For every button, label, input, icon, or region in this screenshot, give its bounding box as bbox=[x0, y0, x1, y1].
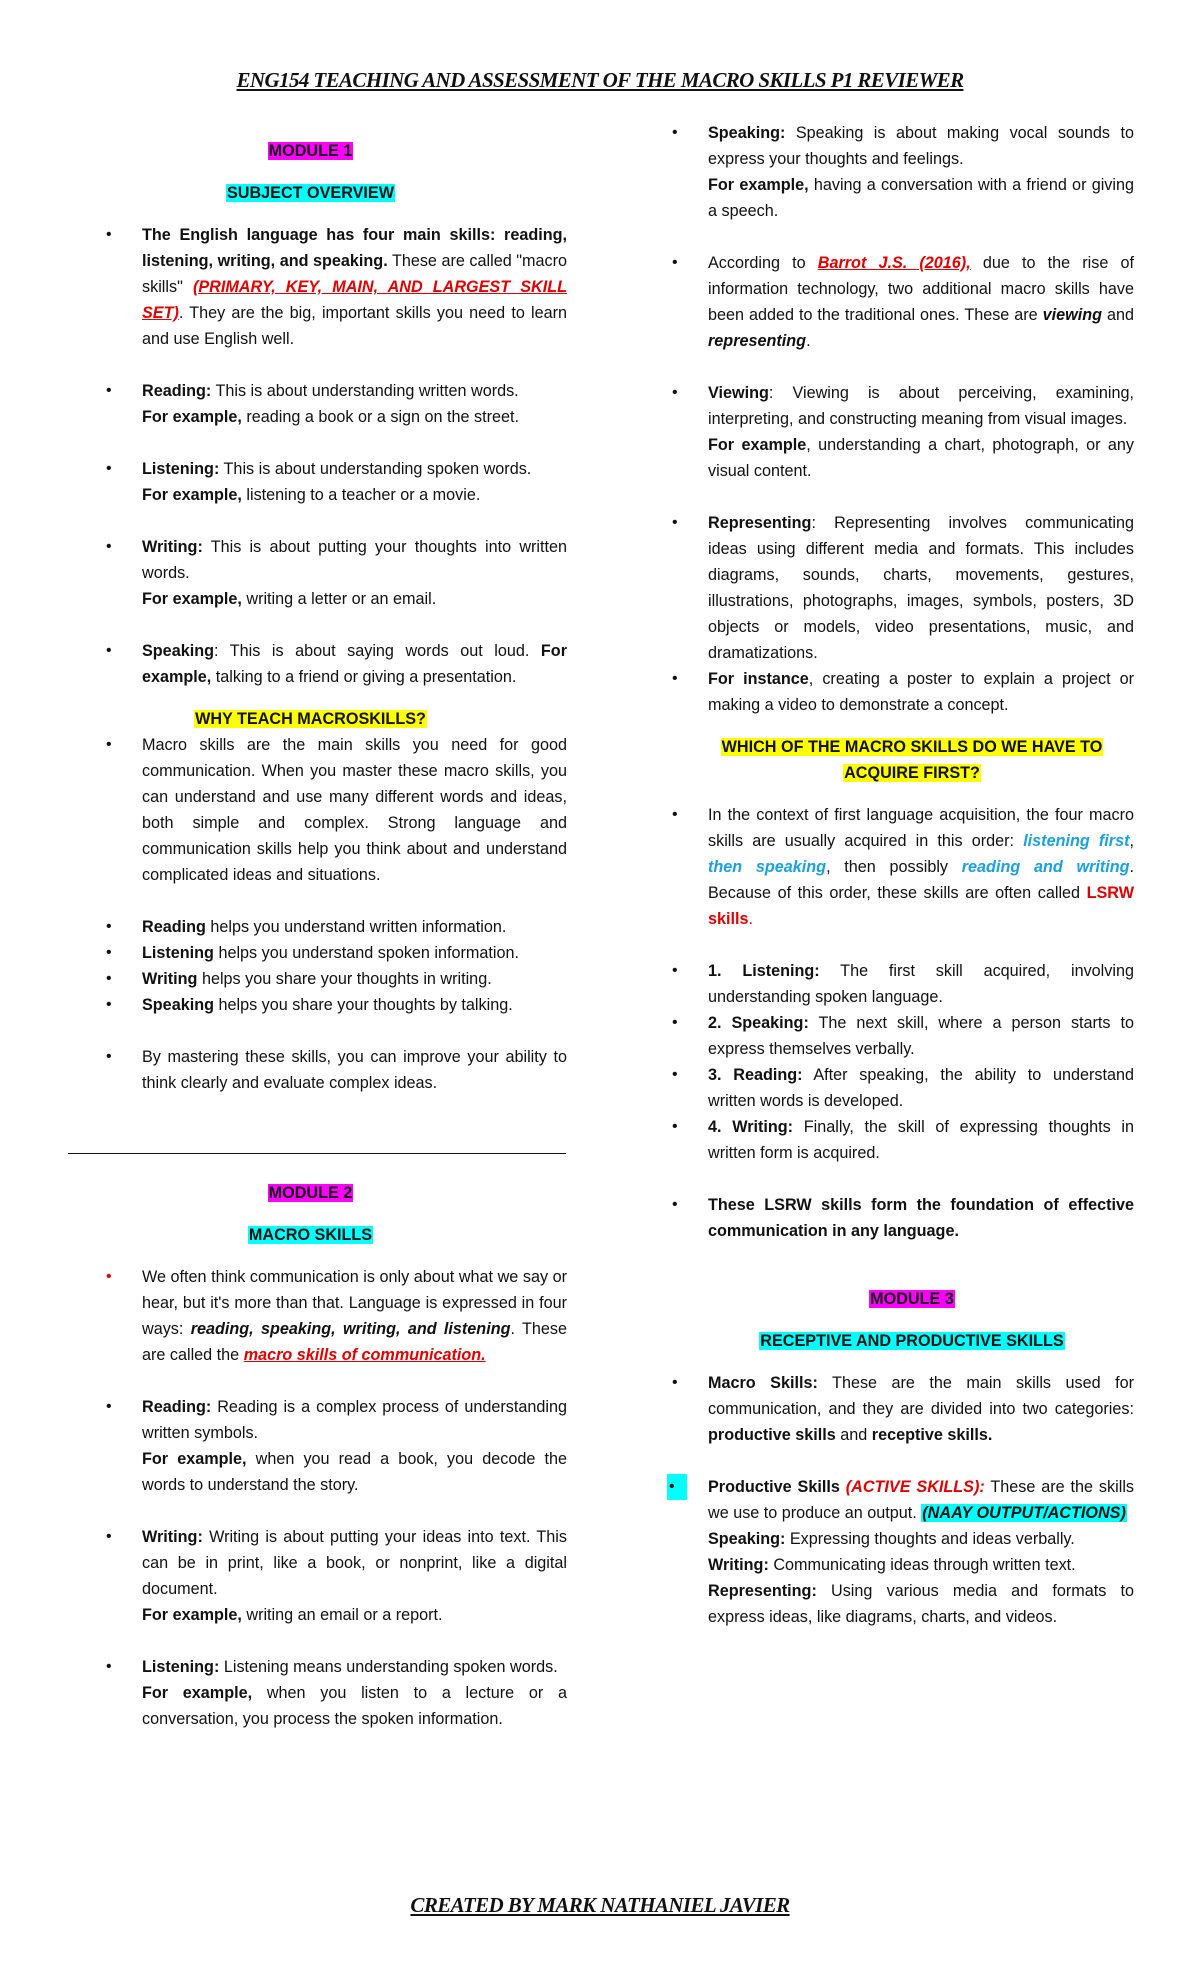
acquire-first-heading-2: ACQUIRE FIRST? bbox=[844, 764, 980, 782]
left-column bbox=[104, 138, 567, 1732]
list-item: • In the context of first language acquisition, the four macro skills are usually acquired in this order: listening first, then speaking, then possibly reading and writing. Because of this order, these skills are often called LSRW skills. bbox=[670, 802, 1134, 932]
list-item: • For instance, creating a poster to explain a project or making a video to demonstrate a concept. bbox=[670, 666, 1134, 718]
list-item: • Viewing: Viewing is about perceiving, examining, interpreting, and constructing meaning from visual images. For example, understanding a chart, photograph, or any visual content. bbox=[670, 380, 1134, 484]
list-item: • These LSRW skills form the foundation of effective communication in any language. bbox=[670, 1192, 1134, 1244]
list-item: • Representing: Representing involves communicating ideas using different media and formats. This includes diagrams, sounds, charts, movements, gestures, illustrations, photographs, images, symbols, posters, 3D objects or models, video presentations, music, and dramatizations. bbox=[670, 510, 1134, 666]
list-item: • Listening: Listening means understanding spoken words. For example, when you listen to a lecture or a conversation, you process the spoken information. bbox=[104, 1654, 567, 1732]
document-title: ENG154 TEACHING AND ASSESSMENT OF THE MACRO SKILLS P1 REVIEWER bbox=[236, 68, 964, 92]
module-1-label: MODULE 1 bbox=[268, 142, 353, 160]
list-item: • Speaking helps you share your thoughts by talking. bbox=[104, 992, 567, 1018]
list-item: • The English language has four main skills: reading, listening, writing, and speaking. These are called "macro skills" (PRIMARY, KEY, MAIN, AND LARGEST SKILL SET). They are the big, important skills you need to learn and use English well. bbox=[104, 222, 567, 352]
list-item: • Listening helps you understand spoken information. bbox=[104, 940, 567, 966]
list-item: • Macro Skills: These are the main skills used for communication, and they are divided into two categories: productive skills and receptive skills. bbox=[670, 1370, 1134, 1448]
list-item: • Writing: Writing is about putting your ideas into text. This can be in print, like a book, or nonprint, like a digital document. For example, writing an email or a report. bbox=[104, 1524, 567, 1628]
list-item: • Reading: Reading is a complex process of understanding written symbols. For example, when you read a book, you decode the words to understand the story. bbox=[104, 1394, 567, 1498]
module-1-list bbox=[104, 222, 567, 690]
right-column bbox=[670, 120, 1134, 1630]
list-item: • Speaking: Speaking is about making vocal sounds to express your thoughts and feelings. For example, having a conversation with a friend or giving a speech. bbox=[670, 120, 1134, 224]
module-2-list bbox=[104, 1264, 567, 1732]
list-item: • Writing: This is about putting your thoughts into written words. For example, writing a letter or an email. bbox=[104, 534, 567, 612]
section-divider bbox=[68, 1153, 566, 1154]
list-item: • Writing helps you share your thoughts in writing. bbox=[104, 966, 567, 992]
list-item: • According to Barrot J.S. (2016), due to the rise of information technology, two additional macro skills have been added to the traditional ones. These are viewing and representing. bbox=[670, 250, 1134, 354]
list-item: • Macro skills are the main skills you need for good communication. When you master these macro skills, you can understand and use many different words and ideas, both simple and complex. Strong language and communication skills help you think about and understand complicated ideas and situations. bbox=[104, 732, 567, 888]
list-item: • Reading helps you understand written information. bbox=[104, 914, 567, 940]
list-item: • Productive Skills (ACTIVE SKILLS): These are the skills we use to produce an output. (NAAY OUTPUT/ACTIONS) Speaking: Expressing thoughts and ideas verbally. Writing: Communicating ideas through written text. Representing: Using various media and formats to express ideas, like diagrams, charts, and videos. bbox=[670, 1474, 1134, 1630]
why-teach-heading: WHY TEACH MACROSKILLS? bbox=[195, 710, 426, 728]
list-item: • 4. Writing: Finally, the skill of expressing thoughts in written form is acquired. bbox=[670, 1114, 1134, 1166]
module-3-label: MODULE 3 bbox=[870, 1290, 954, 1308]
document-footer: CREATED BY MARK NATHANIEL JAVIER bbox=[410, 1893, 790, 1917]
list-item: • By mastering these skills, you can improve your ability to think clearly and evaluate complex ideas. bbox=[104, 1044, 567, 1096]
subject-overview-heading: SUBJECT OVERVIEW bbox=[226, 184, 394, 202]
list-item: • 1. Listening: The first skill acquired, involving understanding spoken language. bbox=[670, 958, 1134, 1010]
module-2-label: MODULE 2 bbox=[268, 1184, 353, 1202]
list-item: • Speaking: This is about saying words out loud. For example, talking to a friend or giving a presentation. bbox=[104, 638, 567, 690]
list-item: • 3. Reading: After speaking, the ability to understand written words is developed. bbox=[670, 1062, 1134, 1114]
list-item: • Listening: This is about understanding spoken words. For example, listening to a teacher or a movie. bbox=[104, 456, 567, 508]
macro-skills-heading: MACRO SKILLS bbox=[248, 1226, 373, 1244]
receptive-productive-heading: RECEPTIVE AND PRODUCTIVE SKILLS bbox=[760, 1332, 1064, 1350]
list-item: • We often think communication is only about what we say or hear, but it's more than that. Language is expressed in four ways: reading, speaking, writing, and listening. These are called the macro skills of communication. bbox=[104, 1264, 567, 1368]
module-3-list bbox=[670, 1370, 1134, 1630]
list-item: • Reading: This is about understanding written words. For example, reading a book or a sign on the street. bbox=[104, 378, 567, 430]
acquire-first-heading: WHICH OF THE MACRO SKILLS DO WE HAVE TO bbox=[721, 738, 1103, 756]
list-item: • 2. Speaking: The next skill, where a person starts to express themselves verbally. bbox=[670, 1010, 1134, 1062]
